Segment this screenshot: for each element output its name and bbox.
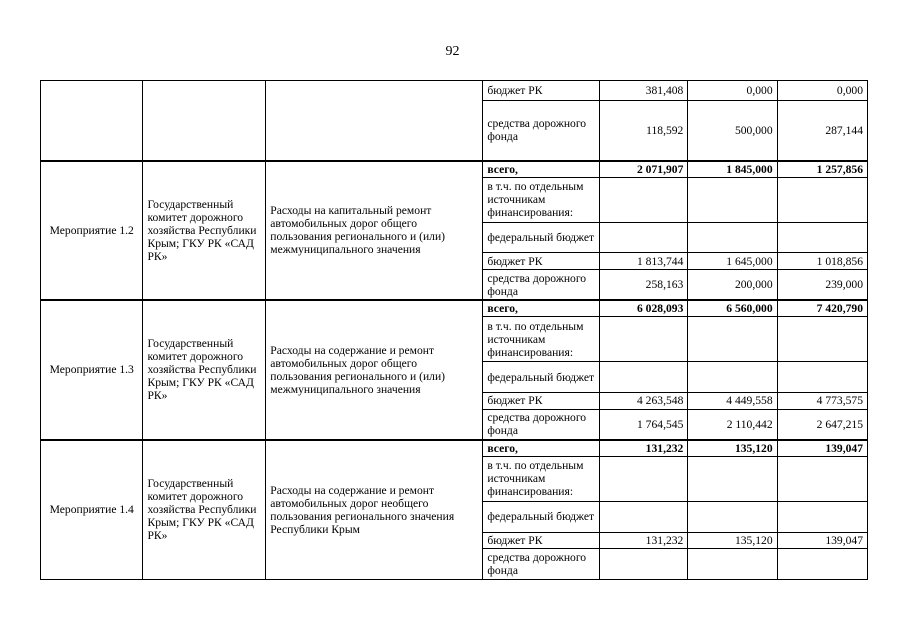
value-year-1: 4 263,548 bbox=[600, 393, 688, 409]
activity-executor: Государственный комитет дорожного хозяйства Республики Крым; ГКУ РК «САД РК» bbox=[143, 300, 266, 440]
value-year-2 bbox=[688, 177, 777, 222]
value-year-1: 2 071,907 bbox=[600, 161, 688, 177]
value-year-3 bbox=[777, 501, 867, 532]
funding-source: всего, bbox=[483, 440, 600, 456]
value-year-2: 4 449,558 bbox=[688, 393, 777, 409]
value-year-1 bbox=[600, 317, 688, 362]
value-year-1: 381,408 bbox=[600, 81, 688, 101]
value-year-1 bbox=[600, 362, 688, 393]
value-year-3 bbox=[777, 222, 867, 253]
page-number: 92 bbox=[445, 44, 460, 59]
value-year-3: 2 647,215 bbox=[777, 409, 867, 440]
activity-name: Мероприятие 1.4 bbox=[41, 440, 143, 580]
value-year-1: 1 764,545 bbox=[600, 409, 688, 440]
executor-cell bbox=[143, 81, 266, 161]
value-year-2: 1 645,000 bbox=[688, 253, 777, 269]
activity-name: Мероприятие 1.3 bbox=[41, 300, 143, 440]
funding-source: средства дорожного фонда bbox=[483, 549, 600, 580]
funding-source: бюджет РК bbox=[483, 253, 600, 269]
activity-executor: Государственный комитет дорожного хозяйства Республики Крым; ГКУ РК «САД РК» bbox=[143, 440, 266, 580]
value-year-3 bbox=[777, 177, 867, 222]
funding-source: федеральный бюджет bbox=[483, 501, 600, 532]
value-year-2: 135,120 bbox=[688, 440, 777, 456]
funding-source: средства дорожного фонда bbox=[483, 100, 600, 161]
value-year-1: 118,592 bbox=[600, 100, 688, 161]
table-row bbox=[41, 81, 868, 101]
funding-source: в т.ч. по отдельным источникам финансирования: bbox=[483, 456, 600, 501]
value-year-3: 139,047 bbox=[777, 440, 867, 456]
funding-source: в т.ч. по отдельным источникам финансирования: bbox=[483, 317, 600, 362]
value-year-1 bbox=[600, 222, 688, 253]
funding-source: средства дорожного фонда bbox=[483, 269, 600, 300]
activity-description: Расходы на содержание и ремонт автомобильных дорог общего пользования регионального и (или) межмуниципального значения bbox=[266, 300, 483, 440]
value-year-3: 287,144 bbox=[777, 100, 867, 161]
funding-table bbox=[40, 80, 868, 580]
table-row bbox=[41, 300, 868, 316]
value-year-2: 1 845,000 bbox=[688, 161, 777, 177]
activity-name-cell bbox=[41, 81, 143, 161]
activity-description: Расходы на капитальный ремонт автомобильных дорог общего пользования регионального и (или) межмуниципального значения bbox=[266, 161, 483, 301]
value-year-1 bbox=[600, 501, 688, 532]
value-year-3: 7 420,790 bbox=[777, 300, 867, 316]
value-year-3 bbox=[777, 317, 867, 362]
value-year-2 bbox=[688, 501, 777, 532]
value-year-2: 2 110,442 bbox=[688, 409, 777, 440]
funding-source: бюджет РК bbox=[483, 393, 600, 409]
value-year-1: 131,232 bbox=[600, 532, 688, 548]
value-year-3: 4 773,575 bbox=[777, 393, 867, 409]
funding-source: в т.ч. по отдельным источникам финансирования: bbox=[483, 177, 600, 222]
value-year-3: 239,000 bbox=[777, 269, 867, 300]
value-year-3: 0,000 bbox=[777, 81, 867, 101]
value-year-1 bbox=[600, 549, 688, 580]
value-year-1: 1 813,744 bbox=[600, 253, 688, 269]
value-year-2: 200,000 bbox=[688, 269, 777, 300]
value-year-2: 6 560,000 bbox=[688, 300, 777, 316]
value-year-3 bbox=[777, 549, 867, 580]
value-year-2 bbox=[688, 456, 777, 501]
value-year-3 bbox=[777, 456, 867, 501]
description-cell bbox=[266, 81, 483, 161]
value-year-2 bbox=[688, 317, 777, 362]
funding-source: бюджет РК bbox=[483, 532, 600, 548]
value-year-3: 1 257,856 bbox=[777, 161, 867, 177]
value-year-1: 131,232 bbox=[600, 440, 688, 456]
value-year-2 bbox=[688, 362, 777, 393]
funding-source: федеральный бюджет bbox=[483, 362, 600, 393]
value-year-2 bbox=[688, 222, 777, 253]
funding-source: федеральный бюджет bbox=[483, 222, 600, 253]
table-row bbox=[41, 440, 868, 456]
value-year-1: 6 028,093 bbox=[600, 300, 688, 316]
activity-executor: Государственный комитет дорожного хозяйства Республики Крым; ГКУ РК «САД РК» bbox=[143, 161, 266, 301]
activity-description: Расходы на содержание и ремонт автомобильных дорог необщего пользования регионального значения Республики Крым bbox=[266, 440, 483, 580]
value-year-2: 0,000 bbox=[688, 81, 777, 101]
funding-source: бюджет РК bbox=[483, 81, 600, 101]
value-year-1 bbox=[600, 177, 688, 222]
activity-name: Мероприятие 1.2 bbox=[41, 161, 143, 301]
value-year-3: 1 018,856 bbox=[777, 253, 867, 269]
value-year-2: 135,120 bbox=[688, 532, 777, 548]
value-year-1 bbox=[600, 456, 688, 501]
value-year-2: 500,000 bbox=[688, 100, 777, 161]
value-year-1: 258,163 bbox=[600, 269, 688, 300]
funding-source: средства дорожного фонда bbox=[483, 409, 600, 440]
table-row bbox=[41, 161, 868, 177]
value-year-3: 139,047 bbox=[777, 532, 867, 548]
value-year-2 bbox=[688, 549, 777, 580]
funding-source: всего, bbox=[483, 161, 600, 177]
funding-source: всего, bbox=[483, 300, 600, 316]
value-year-3 bbox=[777, 362, 867, 393]
